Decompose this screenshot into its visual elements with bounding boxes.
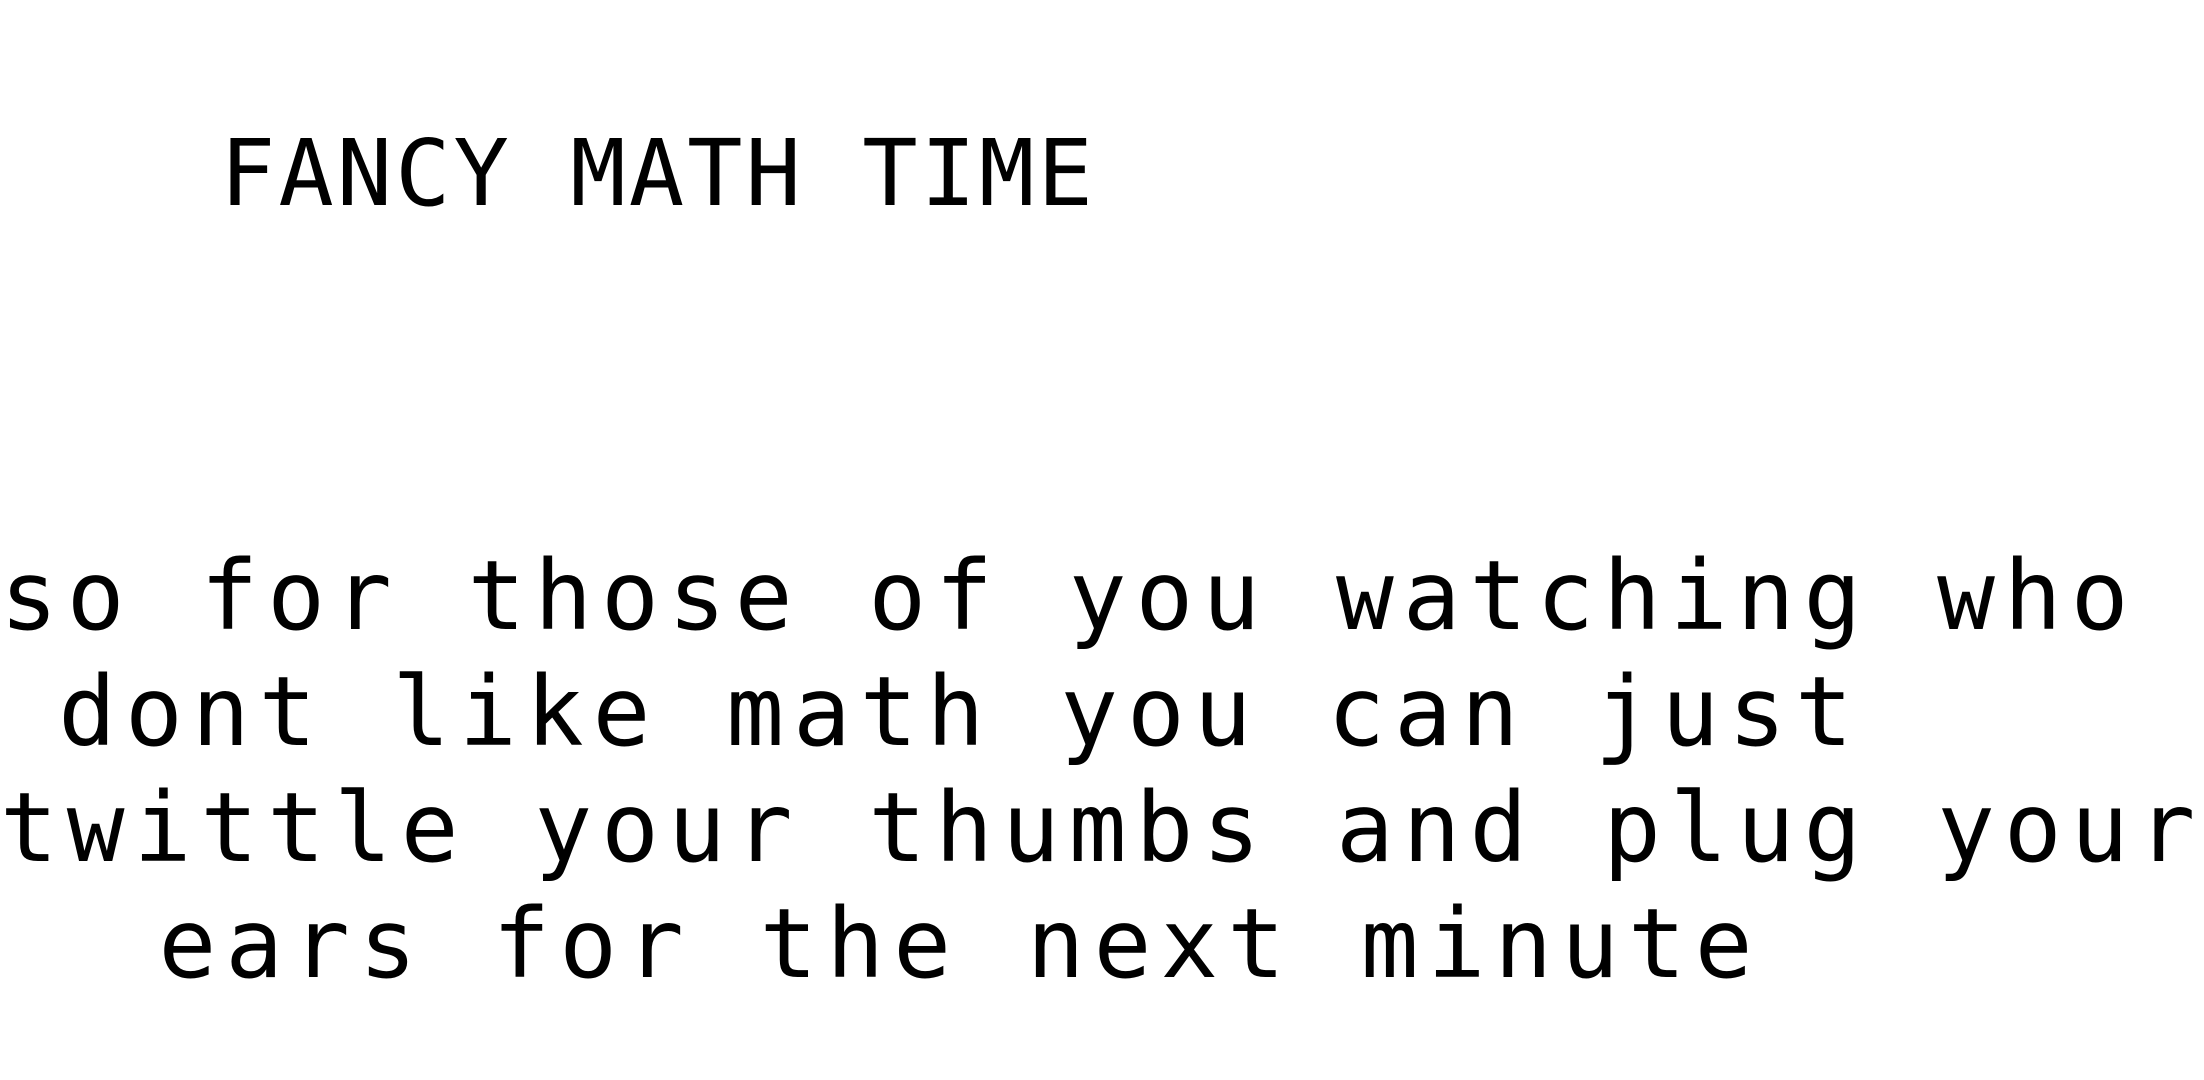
caption-line: twittle your thumbs and plug your [0,772,2204,884]
caption-line: dont like math you can just [58,656,1862,768]
caption-line: ears for the next minute [158,888,1762,1000]
caption-text [0,538,2204,1002]
caption-line: so for those of you watching who [0,540,2138,652]
slide-title: FANCY MATH TIME [220,120,1096,227]
